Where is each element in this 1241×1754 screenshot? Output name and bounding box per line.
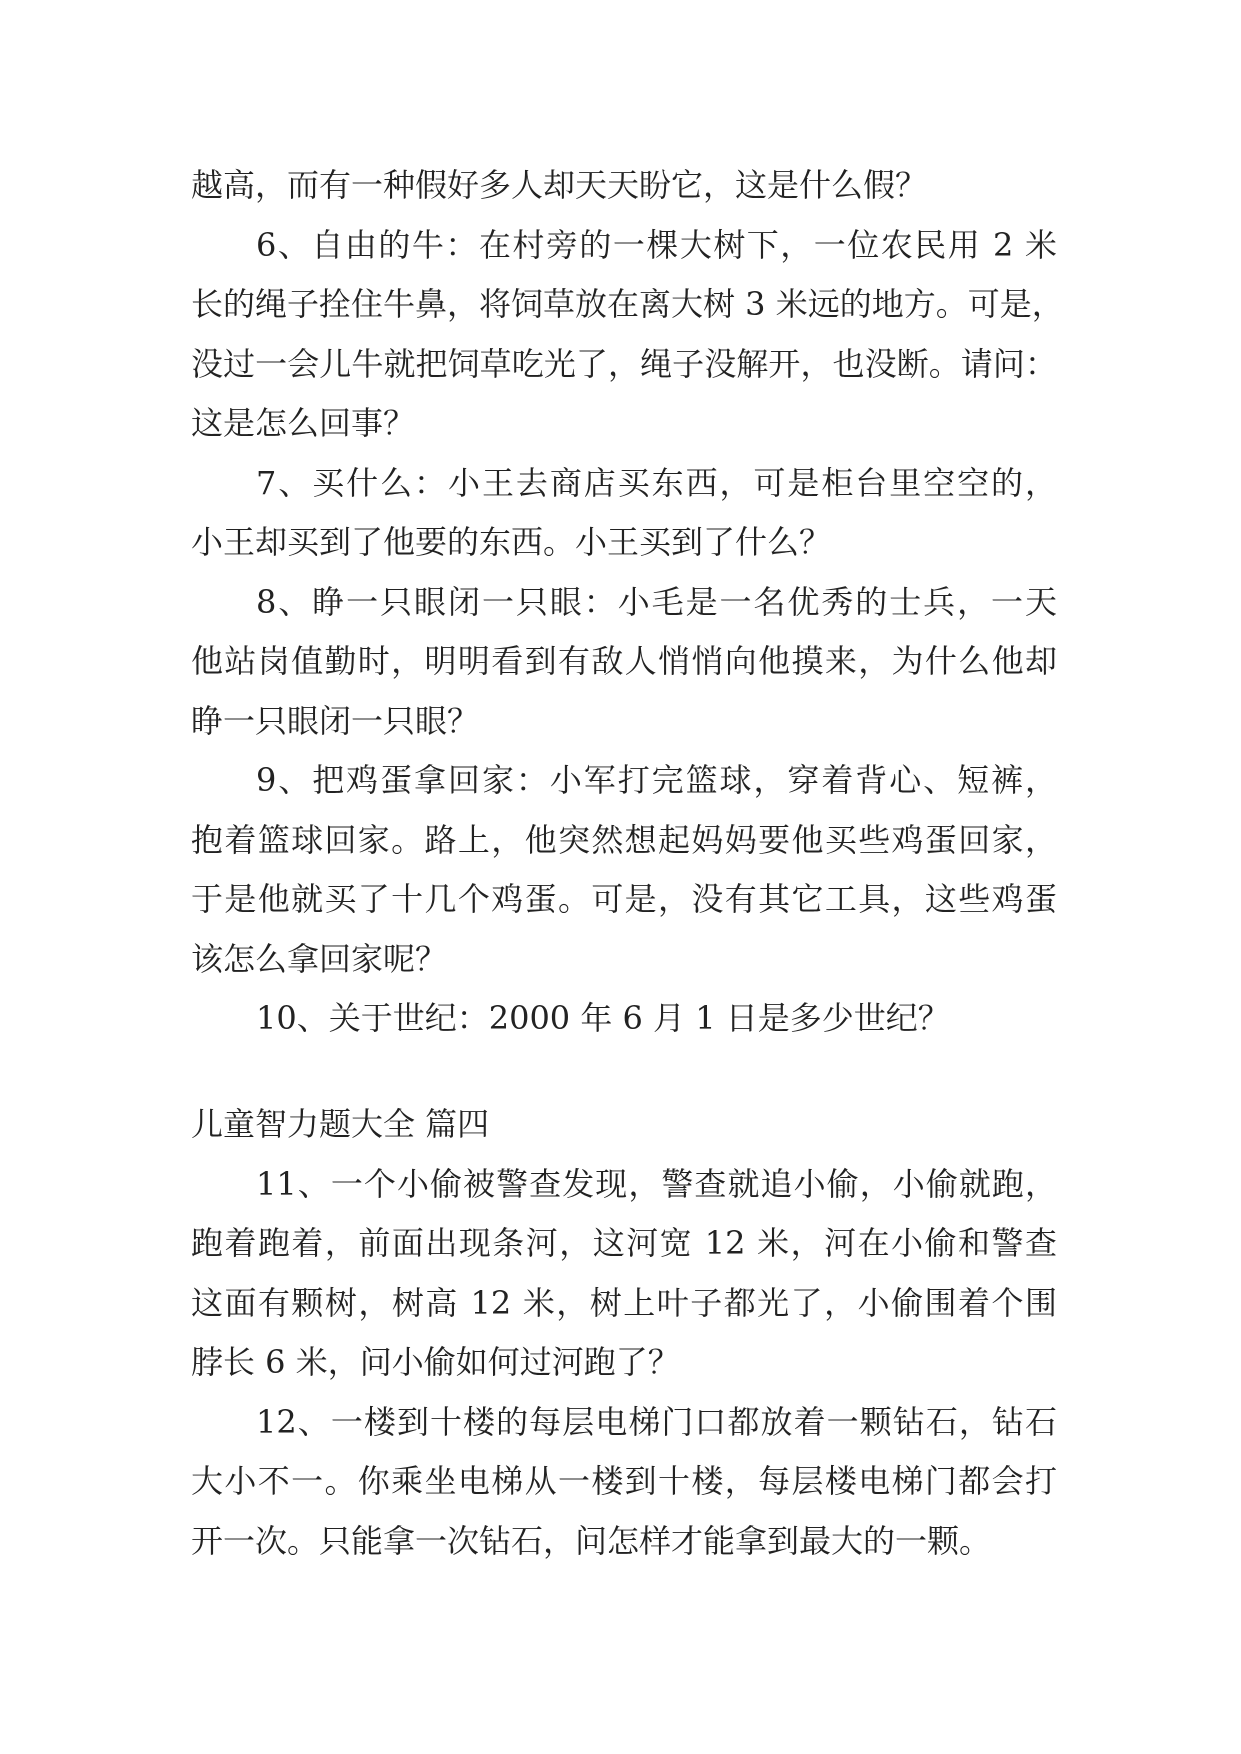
text-line: 9、把鸡蛋拿回家：小军打完篮球，穿着背心、短裤， <box>256 761 1057 799</box>
text-line: 这是怎么回事？ <box>191 404 416 442</box>
text-line: 跑着跑着，前面出现条河，这河宽 12 米，河在小偷和警查 <box>191 1224 1057 1262</box>
text-line: 大小不一。你乘坐电梯从一楼到十楼，每层楼电梯门都会打 <box>191 1462 1057 1500</box>
text-line: 他站岗值勤时，明明看到有敌人悄悄向他摸来，为什么他却 <box>191 642 1057 680</box>
paragraph-question-6 <box>191 216 1064 454</box>
text-line: 6、自由的牛：在村旁的一棵大树下，一位农民用 2 米 <box>256 225 1057 264</box>
text-line: 12、一楼到十楼的每层电梯门口都放着一颗钻石，钻石 <box>256 1402 1057 1441</box>
paragraph-question-11 <box>191 1155 1057 1393</box>
paragraph-continued <box>191 156 1057 216</box>
text-line: 没过一会儿牛就把饲草吃光了，绳子没解开，也没断。请问： <box>191 344 1057 383</box>
text-line: 开一次。只能拿一次钻石，问怎样才能拿到最大的一颗。 <box>191 1521 992 1560</box>
text-line: 7、买什么：小王去商店买东西，可是柜台里空空的， <box>256 463 1057 502</box>
text-line: 该怎么拿回家呢？ <box>191 939 448 978</box>
text-line: 越高，而有一种假好多人却天天盼它，这是什么假？ <box>191 166 928 204</box>
section-heading: 儿童智力题大全 篇四 <box>191 1105 490 1143</box>
text-line: 8、睁一只眼闭一只眼：小毛是一名优秀的士兵，一天 <box>256 582 1057 621</box>
text-line: 11、一个小偷被警查发现，警查就追小偷，小偷就跑， <box>256 1164 1057 1203</box>
text-line: 10、关于世纪：2000 年 6 月 1 日是多少世纪？ <box>256 999 950 1037</box>
text-line: 长的绳子拴住牛鼻，将饲草放在离大树 3 米远的地方。可是， <box>191 285 1064 323</box>
paragraph-question-7 <box>191 454 1057 573</box>
paragraph-question-9 <box>191 751 1057 989</box>
text-line: 睁一只眼闭一只眼？ <box>191 701 480 740</box>
text-line: 这面有颗树，树高 12 米，树上叶子都光了，小偷围着个围 <box>191 1283 1057 1322</box>
paragraph-question-12 <box>191 1393 1057 1572</box>
document-body <box>191 156 1064 1571</box>
text-line: 于是他就买了十几个鸡蛋。可是，没有其它工具，这些鸡蛋 <box>191 880 1057 918</box>
paragraph-question-8 <box>191 573 1057 752</box>
paragraph-question-10 <box>191 989 1057 1049</box>
text-line: 抱着篮球回家。路上，他突然想起妈妈要他买些鸡蛋回家， <box>191 820 1057 859</box>
text-line: 脖长 6 米，问小偷如何过河跑了？ <box>191 1343 680 1381</box>
text-line: 小王却买到了他要的东西。小王买到了什么？ <box>191 523 832 561</box>
